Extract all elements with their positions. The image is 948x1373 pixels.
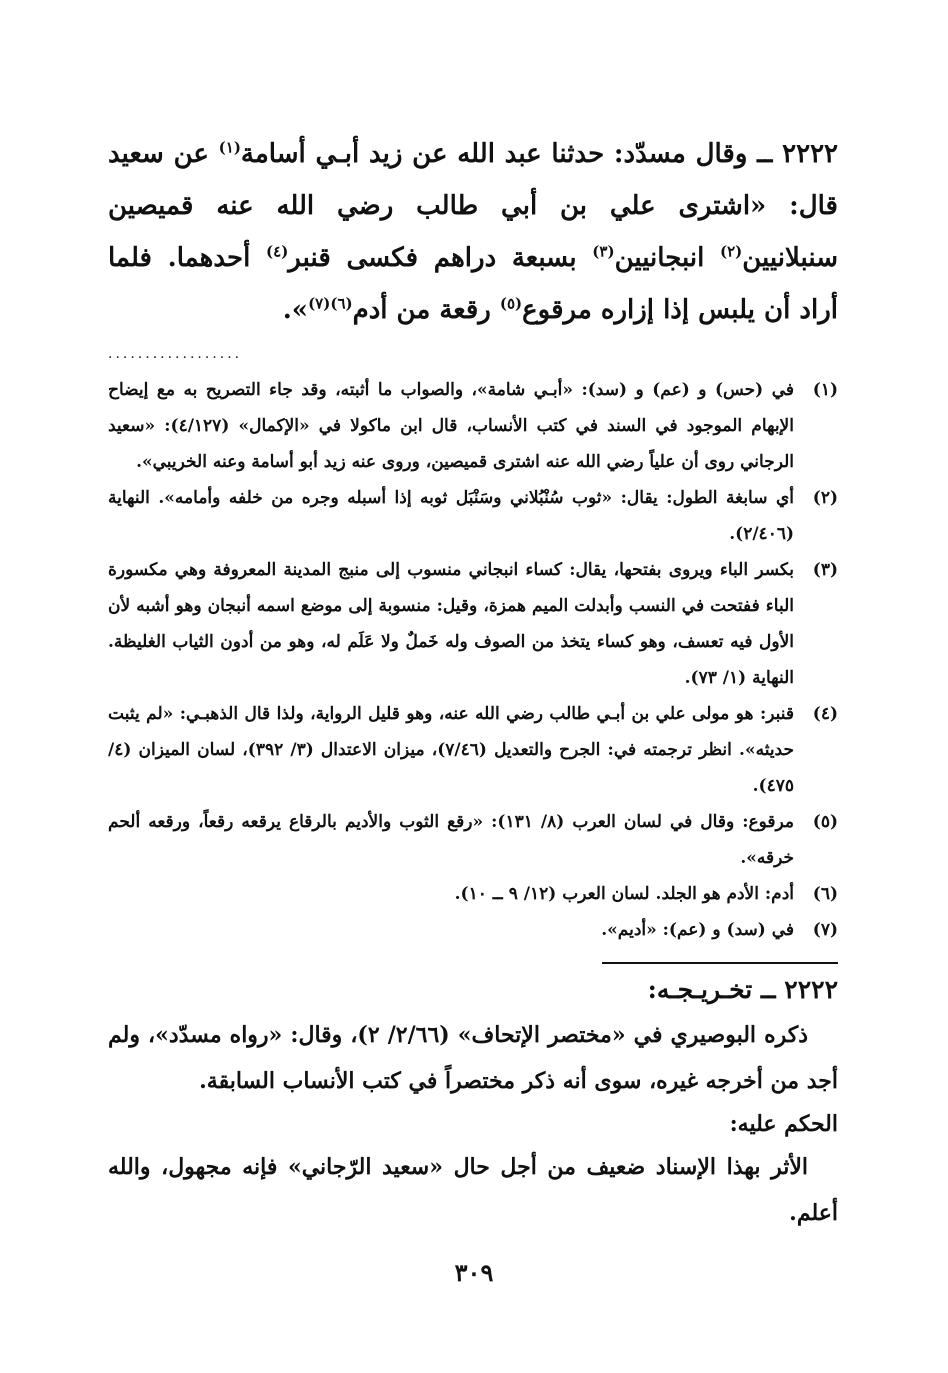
hukm-heading: الحكم عليه: (729, 1111, 838, 1137)
footnote-2 (108, 480, 838, 552)
hadith-text (108, 128, 838, 336)
takhrij-section (108, 1012, 838, 1104)
hadith-segment: ». (282, 295, 309, 325)
footnote-number: (٢) (812, 488, 838, 508)
footnote-ref-6-7: (٦)(٧) (308, 294, 353, 313)
hadith-segment: أحدهما. فلما أراد أن يلبس إذا إزاره مرقوع (108, 243, 838, 325)
hadith-paragraph (108, 128, 838, 336)
footnote-5 (108, 804, 838, 876)
hadith-segment: بسبعة دراهم فكسى قنبر (288, 243, 593, 273)
footnote-number: (٣) (812, 560, 838, 580)
footnote-number: (٧) (812, 920, 838, 940)
page-number: ٣٠٩ (454, 1258, 494, 1287)
footnote-number: (٦) (812, 884, 838, 904)
footnote-number: (٤) (812, 704, 838, 724)
footnote-text: بكسر الباء ويروى بفتحها، يقال: كساء انبجاني منسوب إلى منبج المدينة المعروفة وهي مكسورة الباء ففتحت في النسب وأبدلت الميم همزة، وقيل: منسوبة إلى موضع اسمه أنبجان وهو أشبه لأن الأول فيه تعسف، وهو كساء يتخذ من الصوف وله خَملٌ ولا عَلَم له، وهو من أدون الثياب الغليظة. النهاية (١/ ٧٣). (108, 560, 794, 688)
footnote-6 (108, 876, 838, 912)
footnote-text: مرقوع: وقال في لسان العرب (٨/ ١٣١): «رقع الثوب والأديم بالرقاع يرقعه رقعاً، ورقعه ألحم خرقه». (108, 812, 795, 868)
hadith-segment: رقعة من أدم (352, 295, 500, 325)
hukm-section (108, 1144, 838, 1236)
footnote-text: في (حس) و (عم) و (سد): «أبـي شامة»، والصواب ما أثبته، وقد جاء التصريح به مع إيضاح الإبهام الموجود في السند في كتب الأنساب، قال ابن ماكولا في «الإكمال» (٤/١٢٧): «سعيد الرجاني روى أن علياً رضي الله عنه اشترى قميصين، وروى عنه زيد أبو أسامة وعنه الخريبي». (108, 380, 794, 472)
hadith-segment: ٢٢٢٢ ــ وقال مسدّد: حدثنا عبد الله عن زيد أبـي أسامة (240, 139, 838, 169)
page-content (108, 128, 838, 1236)
footnote-separator: .................. (108, 346, 243, 362)
footnote-text: أي سابغة الطول: يقال: «ثوب سُنْبُلاني وسَنْبَل ثوبه إذا أسبله وجره من خلفه وأمامه». النهاية (٢/٤٠٦). (108, 488, 794, 544)
footnote-1 (108, 372, 838, 480)
section-divider (602, 962, 838, 964)
footnote-text: قنبر: هو مولى علي بن أبـي طالب رضي الله عنه، وهو قليل الرواية، ولذا قال الذهبـي: «لم يثبت حديثه». انظر ترجمته في: الجرح والتعديل (٧/٤٦)، ميزان الاعتدال (٣/ ٣٩٢)، لسان الميزان (٤/ ٤٧٥). (108, 704, 794, 796)
footnote-number: (٥) (812, 812, 838, 832)
footnote-number: (١) (812, 380, 838, 400)
takhrij-heading: ٢٢٢٢ ــ تخـريـجـه: (647, 975, 838, 1004)
footnote-7 (108, 912, 838, 948)
footnote-3 (108, 552, 838, 696)
footnote-ref-4: (٤) (266, 242, 289, 261)
hadith-segment: انبجانيين (614, 243, 720, 273)
footnote-ref-3: (٣) (592, 242, 615, 261)
footnote-ref-2: (٢) (719, 242, 743, 261)
footnote-text: أدم: الأدم هو الجلد. لسان العرب (١٢/ ٩ ــ ١٠). (454, 884, 794, 904)
footnote-ref-5: (٥) (499, 294, 523, 313)
footnote-4 (108, 696, 838, 804)
hukm-paragraph: الأثر بهذا الإسناد ضعيف من أجل حال «سعيد الرّجاني» فإنه مجهول، والله أعلم. (108, 1154, 838, 1226)
footnote-ref-1: (١) (218, 138, 241, 157)
takhrij-paragraph: ذكره البوصيري في «مختصر الإتحاف» (٢/٦٦/ ٢)، وقال: «رواه مسدّد»، ولم أجد من أخرجه غيره، سوى أنه ذكر مختصراً في كتب الأنساب السابقة. (108, 1022, 838, 1094)
hadith-segment: عن سعيد قال: «اشترى علي بن أبي طالب رضي الله عنه قميصين سنبلانيين (108, 139, 838, 273)
footnote-text: في (سد) و (عم): «أديم». (601, 920, 794, 940)
footnotes (108, 372, 838, 948)
